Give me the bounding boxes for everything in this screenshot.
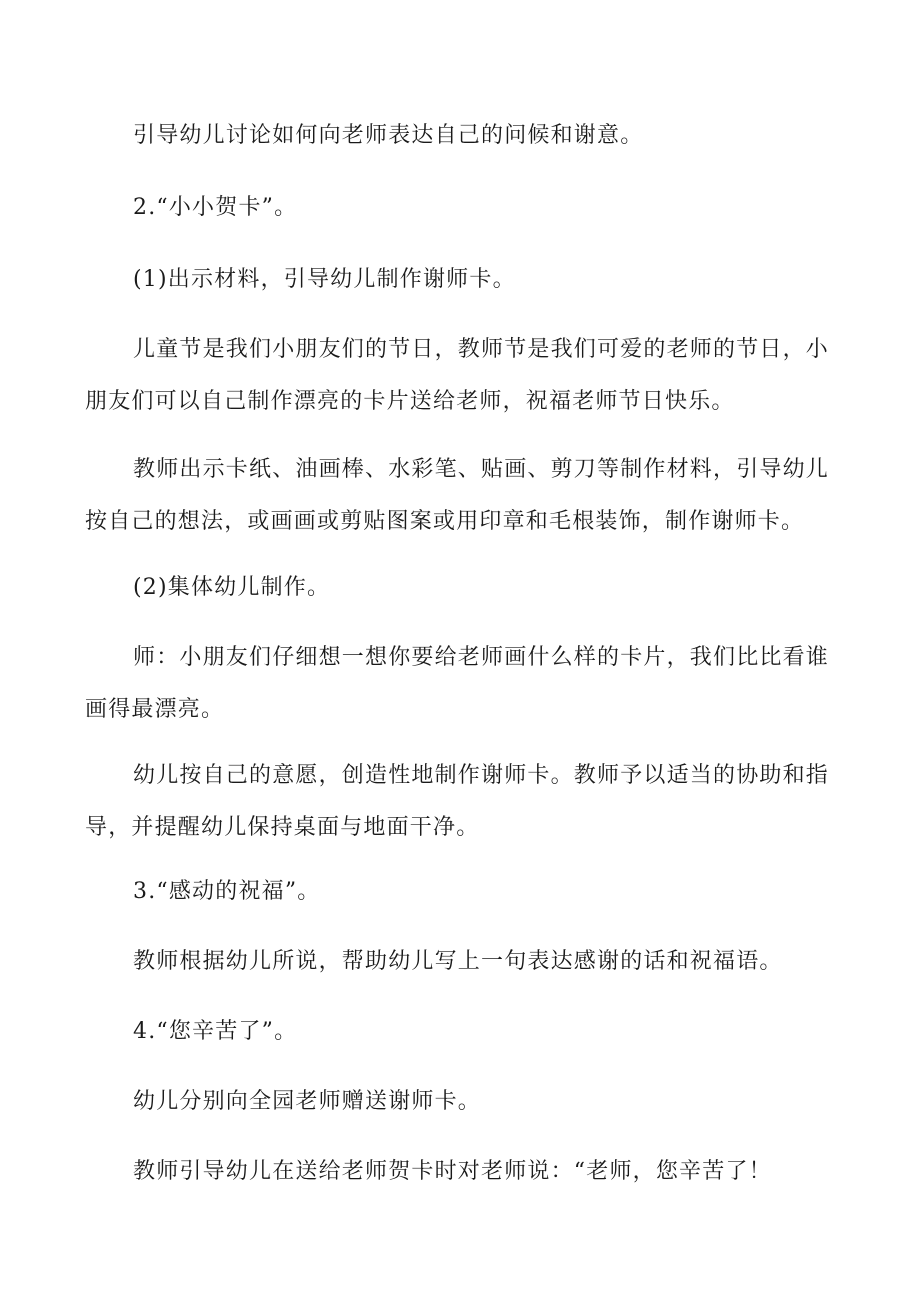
paragraph-give-cards: 幼儿分别向全园老师赠送谢师卡。: [133, 1089, 482, 1114]
paragraph-say-thanks: 教师引导幼儿在送给老师贺卡时对老师说：“老师，您辛苦了！: [133, 1159, 772, 1184]
paragraph-group-making: (2)集体幼儿制作。: [133, 575, 331, 600]
paragraph-teacher-prompt: 师：小朋友们仔细想一想你要给老师画什么样的卡片，我们比比看谁画得最漂亮。: [85, 645, 830, 722]
paragraph-childrens-day: 儿童节是我们小朋友们的节日，教师节是我们可爱的老师的节日，小朋友们可以自己制作漂亮的卡片送给老师，祝福老师节日快乐。: [85, 337, 830, 414]
heading-small-card: 2.“小小贺卡”。: [133, 195, 298, 220]
paragraph-materials-list: 教师出示卡纸、油画棒、水彩笔、贴画、剪刀等制作材料，引导幼儿按自己的想法，或画画或剪贴图案或用印章和毛根装饰，制作谢师卡。: [85, 457, 830, 534]
paragraph-show-materials: (1)出示材料，引导幼儿制作谢师卡。: [133, 267, 516, 292]
paragraph-write-blessing: 教师根据幼儿所说，帮助幼儿写上一句表达感谢的话和祝福语。: [133, 949, 783, 974]
heading-touching-blessing: 3.“感动的祝福”。: [133, 879, 321, 904]
paragraph-children-create: 幼儿按自己的意愿，创造性地制作谢师卡。教师予以适当的协助和指导，并提醒幼儿保持桌面与地面干净。: [85, 763, 830, 840]
paragraph-discussion: 引导幼儿讨论如何向老师表达自己的问候和谢意。: [133, 123, 644, 148]
heading-thank-you: 4.“您辛苦了”。: [133, 1019, 298, 1044]
